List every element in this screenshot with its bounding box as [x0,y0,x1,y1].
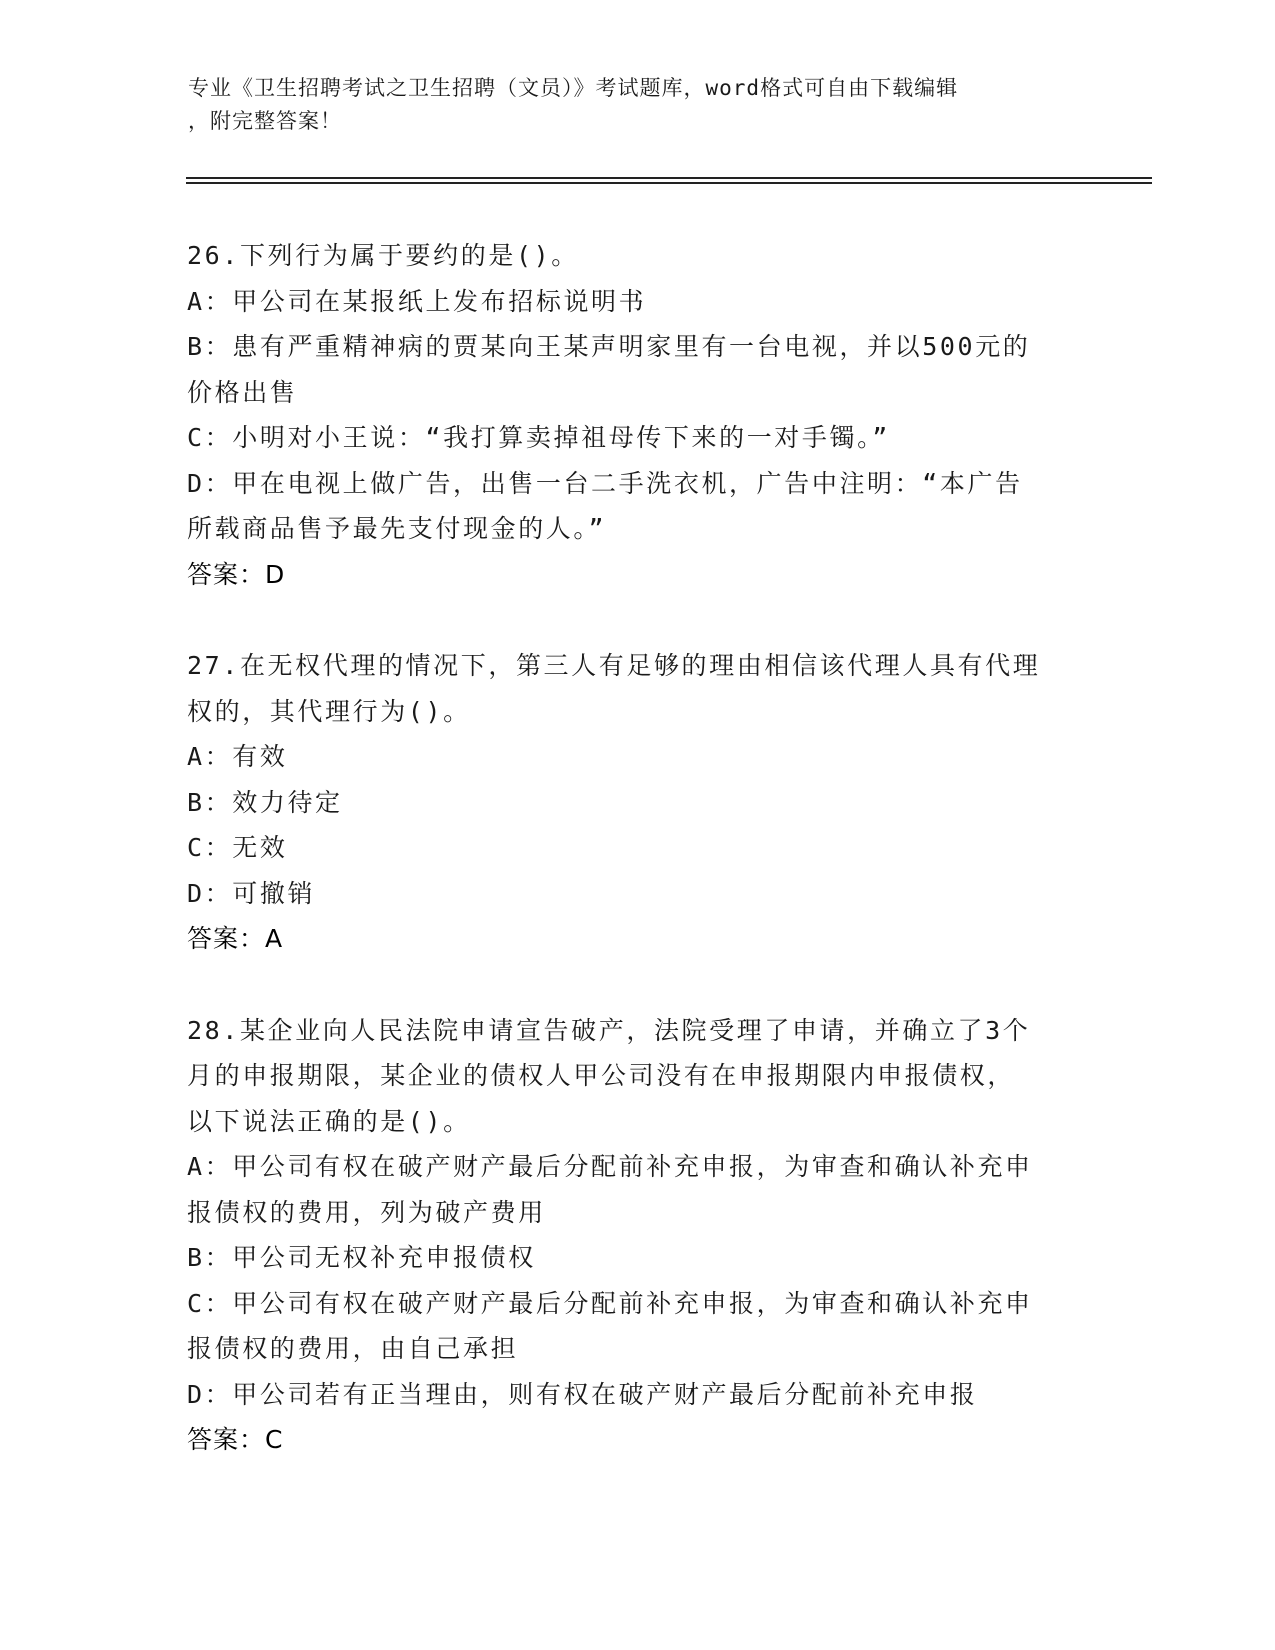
option-text: B：患有严重精神病的贾某向王某声明家里有一台电视，并以500元的 [187,332,1031,361]
option-text: D：甲在电视上做广告，出售一台二手洗衣机，广告中注明：“本广告 [187,468,1023,498]
question-26 [187,233,1087,597]
question-list [187,233,1087,1509]
option-text: 报债权的费用，由自己承担 [187,1334,519,1363]
option-a [187,279,1087,325]
option-d [187,871,1087,917]
header-divider-bottom [186,182,1152,184]
option-d [187,1372,1087,1418]
option-text: B：甲公司无权补充申报债权 [187,1243,536,1272]
option-text: A：甲公司有权在破产财产最后分配前补充申报，为审查和确认补充申 [187,1152,1033,1181]
option-a [187,734,1087,780]
question-stem: 权的，其代理行为()。 [187,696,471,726]
option-text: A：甲公司在某报纸上发布招标说明书 [187,286,647,316]
answer-label: 答案：D [187,559,286,589]
option-text: D：可撤销 [187,878,316,908]
question-stem: 27.在无权代理的情况下，第三人有足够的理由相信该代理人具有代理 [187,651,1041,680]
answer-label: 答案：C [187,1425,284,1454]
question-stem: 28.某企业向人民法院申请宣告破产，法院受理了申请，并确立了3个 [187,1015,1031,1045]
header-line-2: ，附完整答案！ [188,109,342,133]
option-text: 所载商品售予最先支付现金的人。” [187,514,607,543]
option-text: D：甲公司若有正当理由，则有权在破产财产最后分配前补充申报 [187,1379,978,1409]
option-b [187,780,1087,826]
option-a [187,1144,1087,1235]
option-b [187,1235,1087,1281]
question-27 [187,643,1087,962]
option-text: 价格出售 [187,377,298,407]
option-d [187,461,1087,552]
question-stem: 以下说法正确的是()。 [187,1106,471,1136]
option-c [187,825,1087,871]
option-text: B：效力待定 [187,787,343,817]
option-text: C：无效 [187,833,288,862]
option-c [187,1281,1087,1372]
option-text: 报债权的费用，列为破产费用 [187,1197,546,1227]
option-c [187,415,1087,461]
document-header [188,72,1068,138]
question-28 [187,1008,1087,1463]
option-text: A：有效 [187,742,288,771]
header-line-1: 专业《卫生招聘考试之卫生招聘（文员）》考试题库，word格式可自由下载编辑 [188,76,959,100]
option-text: C：甲公司有权在破产财产最后分配前补充申报，为审查和确认补充申 [187,1288,1033,1318]
option-b [187,324,1087,415]
question-stem: 月的申报期限，某企业的债权人甲公司没有在申报期限内申报债权， [187,1061,1016,1090]
option-text: C：小明对小王说：“我打算卖掉祖母传下来的一对手镯。” [187,423,890,452]
question-stem: 26.下列行为属于要约的是()。 [187,241,579,270]
header-divider-top [186,177,1152,179]
answer-label: 答案：A [187,924,284,953]
